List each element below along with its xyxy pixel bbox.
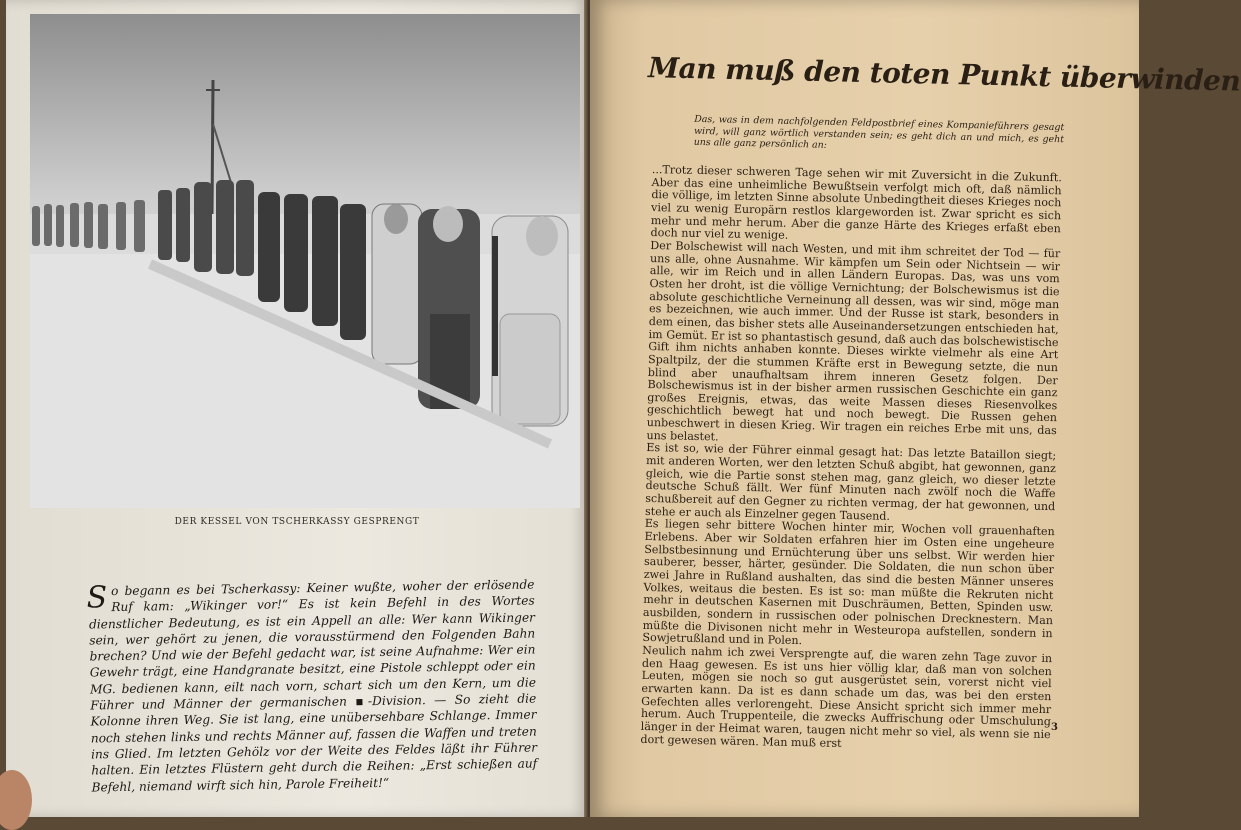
photo-soldiers-column: [30, 14, 580, 508]
left-page-body: o begann es bei Tscherkassy: Keiner wußte, woher der erlösende Ruf kam: „Wikinger vor!“ Es ist kein Befehl in des Wortes dienstlicher Bedeutung, es ist ein Appell an alle: Wer kann Wikinger sein, wer gehört zu jenen, die vorausstürmend den Folgenden Bahn brechen? Und wie der Befehl gedacht war, ist seine Aufnahme: Wer ein Gewehr trägt, eine Handgranate besitzt, eine Pistole schleppt oder ein MG. bedienen kann, eilt nach vorn, schart sich um den Kern, um die Führer und Männer der germanischen ▪-Division. — So zieht die Kolonne ihren Weg. Sie ist lang, eine unübersehbare Schlange. Immer noch stehen links und rechts Männer auf, fassen die Waffen und treten ins Glied. Im letzten Gehölz vor der Weite des Feldes läßt ihr Führer halten. Ein letztes Flüstern geht durch die Reihen: „Erst schießen auf Befehl, niemand wirft sich hin, Parole Freiheit!“: [88, 577, 538, 795]
left-page: [6, 0, 588, 817]
paragraph: ...Trotz dieser schweren Tage sehen wir mit Zuversicht in die Zukunft. Aber das eine unheimliche Bewußtsein verfolgt mich oft, daß nämlich die völlige, im letzten Sinne absolute Unbedingtheit dieses Krieges noch viel zu wenig Europärn restlos klargeworden ist. Zwar spricht es sich mehr und mehr herum. Aber die ganze Härte des Krieges erfaßt eben doch nur viel zu wenige.: [650, 163, 1062, 243]
photo-illustration: [30, 14, 580, 508]
paragraph: Es ist so, wie der Führer einmal gesagt hat: Das letzte Bataillon siegt; mit anderen Worten, wer den letzten Schuß abgibt, hat gewonnen, ganz gleich, wie die Partie sonst stehen mag, ganz gleich, wo dieser letzte deutsche Schuß fällt. Wer fünf Minuten nach zwölf noch die Waffe schußbereit auf den Gegner zu richten vermag, der hat gewonnen, und stehe er auch als Einzelner gegen Tausend.: [644, 441, 1057, 523]
paragraph: Es liegen sehr bittere Wochen hinter mir, Wochen voll grauenhaften Erlebens. Aber wir Soldaten erfahren hier im Osten eine ungeheure Selbstbesinnung und Ernüchterung über uns selbst. Wir werden hier sauberer, besser, härter, gesünder. Die Soldaten, die nun schon über zwei Jahre in Rußland aushalten, das sind die besten Männer unseres Volkes, weitaus die besten. Es ist so: man müßte die Rekruten nicht mehr in deutschen Kasernen mit Duschräumen, Betten, Spinden usw. ausbilden, sondern in russischen oder polnischen Drecknestern. Man müßte die Divisonen nicht mehr in Westeuropa aufstellen, sondern in Sowjetrußland und in Polen.: [642, 517, 1055, 648]
paragraph: Neulich nahm ich zwei Versprengte auf, die waren zehn Tage zuvor in den Haag gewesen. Es ist uns hier völlig klar, daß man von solchen Leuten, mögen sie noch so gut ausgerüstet sein, vorerst nicht viel erwarten kann. Da ist es dann schade um das, was bei den ersten Gefechten alles verlorengeht. Diese Ansicht spricht sich immer mehr herum. Auch Truppenteile, die zwecks Auffrischung oder Umschulung länger in der Heimat waren, taugen nicht mehr so viel, als wenn sie nie dort gewesen wären. Man muß erst: [640, 643, 1053, 750]
paragraph: Der Bolschewist will nach Westen, und mit ihm schreitet der Tod — für uns alle, ohne Ausnahme. Wir kämpfen um Sein oder Nichtsein — wir alle, wir im Reich und in allen Ländern Europas. Das, was uns vom Osten her droht, ist die völlige Vernichtung; der Bolschewismus ist die absolute geschichtliche Verneinung all dessen, was wir sind, möge man es bezeichnen, wie auch immer. Und der Russe ist stark, besonders in dem einen, das bisher stets alle Auseinandersetzungen entschieden hat, im Gemüt. Er ist so phantastisch gesund, daß auch das bolschewistische Gift ihm nichts anhaben konnte. Dieses wirkte vielmehr als eine Art Spaltpilz, der die stummen Kräfte erst in Bewegung setzte, die nun blind aber unaufhaltsam ihrem inneren Gesetz folgen. Der Bolschewismus ist in der bisher armen russischen Geschichte ein ganz großes Ereignis, etwas, das weite Massen dieses Riesenvolkes geschichtlich bewegt hat und noch bewegt. Die Russen gehen unbeschwert in diesen Krieg. Wir tragen ein reiches Erbe mit uns, das uns belastet.: [646, 238, 1061, 444]
photo-caption: DER KESSEL VON TSCHERKASSY GESPRENGT: [174, 517, 420, 527]
page-number: 3: [1051, 722, 1058, 733]
intro-text: Das, was in dem nachfolgenden Feldpostbrief eines Kompanieführers gesagt wird, will ganz wörtlich verstanden sein; es geht dich an und mich, es geht uns alle ganz persönlich an:: [693, 113, 1065, 152]
page-heading: Man muß den toten Punkt überwinden: [647, 51, 1241, 98]
left-page-text: [88, 577, 537, 796]
body-text: [640, 164, 1062, 754]
thumb: [0, 770, 32, 830]
drop-cap: S: [86, 580, 108, 616]
